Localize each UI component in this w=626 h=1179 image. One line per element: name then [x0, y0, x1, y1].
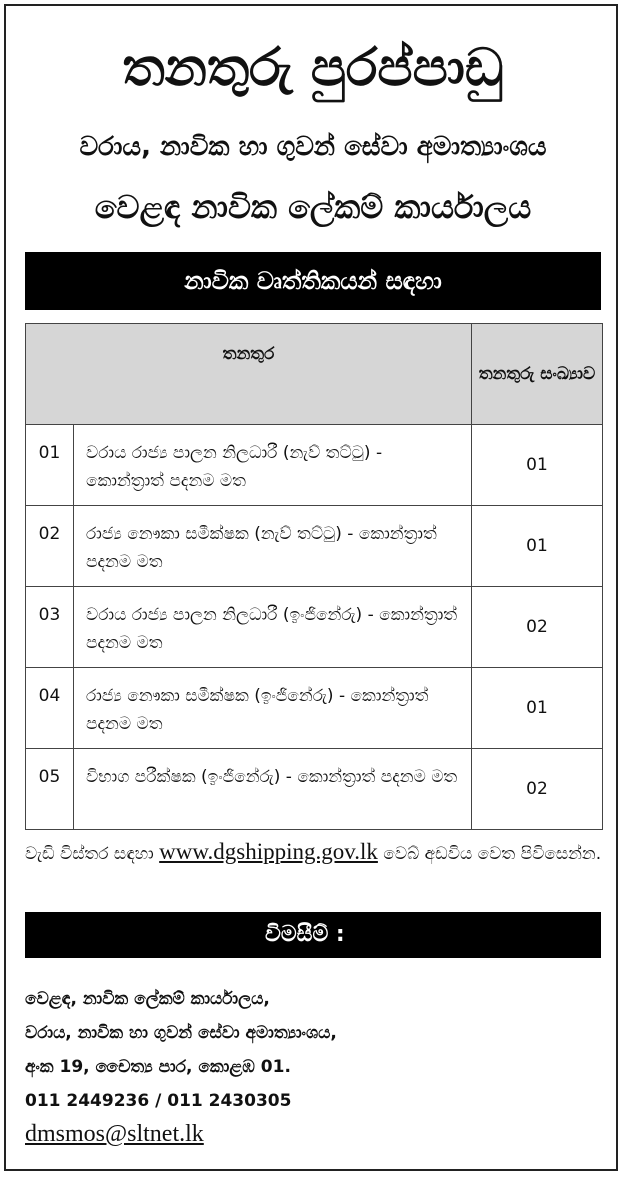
post-description: වරාය රාජ්‍ය පාලන නිලධාරී (නැව් තට්ටු) - කොන්ත්‍රාත් පදනම මත — [74, 425, 472, 506]
page-title: තනතුරු පුරප්පාඩු — [122, 38, 504, 98]
address-line: අංක 19, චෛත්‍ය පාර, කොළඹ 01. — [25, 1057, 291, 1077]
column-header-count: තනතුරු සංඛ්‍යාව — [472, 324, 603, 425]
more-info-note — [25, 836, 605, 870]
table-row — [26, 749, 603, 830]
address-line: වෙළඳ, නාවික ලේකම් කාර්යාලය, — [25, 989, 270, 1009]
row-number: 05 — [26, 749, 74, 830]
post-count: 01 — [472, 425, 603, 506]
post-count: 02 — [472, 749, 603, 830]
post-count: 01 — [472, 506, 603, 587]
office-name: වෙළඳ නාවික ලේකම් කාර්යාලය — [94, 188, 532, 226]
table-row — [26, 587, 603, 668]
row-number: 02 — [26, 506, 74, 587]
table-row — [26, 425, 603, 506]
post-count: 01 — [472, 668, 603, 749]
column-header-post: තනතුර — [26, 324, 472, 425]
contact-address — [25, 982, 337, 1118]
post-description: විභාග පරීක්ෂක (ඉංජිනේරු) - කොන්ත්‍රාත් පදනම මත — [74, 749, 472, 830]
vacancies-table — [25, 323, 603, 830]
table-header-row — [26, 324, 603, 425]
table-row — [26, 506, 603, 587]
ministry-name: වරාය, නාවික හා ගුවන් සේවා අමාත්‍යාංශය — [79, 132, 547, 162]
address-line: වරාය, නාවික හා ගුවන් සේවා අමාත්‍යාංශය, — [25, 1023, 337, 1043]
website-link[interactable]: www.dgshipping.gov.lk — [159, 839, 378, 864]
inquiries-banner: විමසීම් : — [25, 912, 601, 958]
more-info-suffix: වෙබ් අඩවිය වෙත පිවිසෙන්න. — [383, 844, 602, 864]
post-description: වරාය රාජ්‍ය පාලන නිලධාරී (ඉංජිනේරු) - කොන්ත්‍රාත් පදනම මත — [74, 587, 472, 668]
row-number: 04 — [26, 668, 74, 749]
category-banner: නාවික වෘත්තිකයන් සඳහා — [25, 252, 601, 310]
post-count: 02 — [472, 587, 603, 668]
email-link[interactable]: dmsmos@sltnet.lk — [25, 1121, 204, 1147]
row-number: 03 — [26, 587, 74, 668]
post-description: රාජ්‍ය නෞකා සමීක්ෂක (ඉංජිනේරු) - කොන්ත්‍රාත් පදනම මත — [74, 668, 472, 749]
more-info-prefix: වැඩි විස්තර සඳහා — [25, 844, 154, 864]
row-number: 01 — [26, 425, 74, 506]
post-description: රාජ්‍ය නෞකා සමීක්ෂක (නැව් තට්ටු) - කොන්ත්‍රාත් පදනම මත — [74, 506, 472, 587]
table-row — [26, 668, 603, 749]
phone-numbers: 011 2449236 / 011 2430305 — [25, 1091, 292, 1111]
